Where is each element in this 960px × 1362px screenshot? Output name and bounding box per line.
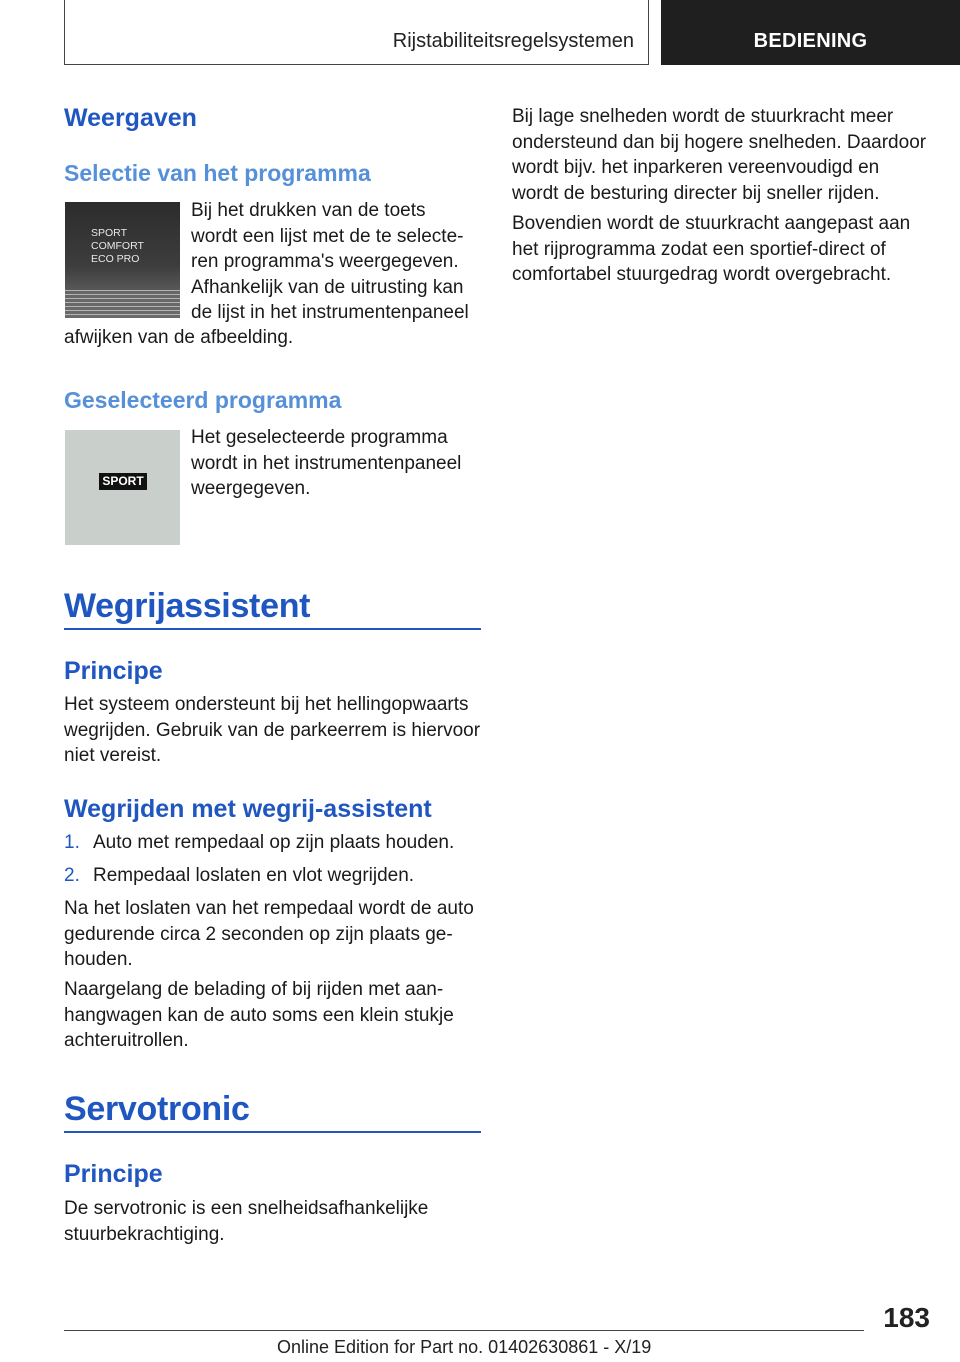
- text-line: wegrijden. Gebruik van de parkeerrem is hiervoor: [64, 719, 481, 741]
- heading-selectie: Selectie van het programma: [64, 160, 371, 186]
- footer-rule: [64, 1330, 864, 1331]
- menu-item-comfort: COMFORT: [91, 240, 144, 252]
- section-title: Rijstabiliteitsregelsystemen: [392, 30, 634, 52]
- servotronic-principe-text: [64, 1196, 484, 1247]
- servotronic-right-para1: [512, 104, 942, 206]
- heading-servotronic-principe: Principe: [64, 1160, 163, 1188]
- text-line: afwijken van de afbeelding.: [64, 327, 294, 348]
- principe-text: [64, 692, 484, 769]
- text-line: ondersteund dan bij hogere snelheden. Daardoor: [512, 131, 927, 153]
- heading-wegrijassistent: Wegrijassistent: [64, 587, 311, 625]
- list-item: [64, 863, 484, 889]
- wegrijden-para1: [64, 896, 484, 973]
- text-line: Afhankelijk van de uitrusting kan: [191, 276, 464, 298]
- text-line: stuurbekrachtiging.: [64, 1223, 225, 1245]
- text-line: comfortabel stuurgedrag wordt overgebracht.: [512, 264, 892, 285]
- steps-list: [64, 830, 484, 895]
- chapter-tab: [661, 0, 960, 65]
- step-text: Rempedaal loslaten en vlot wegrijden.: [93, 864, 415, 886]
- footer-edition: Online Edition for Part no. 01402630861 - X/19: [277, 1337, 652, 1357]
- heading-wegrijden: Wegrijden met wegrij-assistent: [64, 795, 432, 823]
- text-line: Bij het drukken van de toets: [191, 200, 426, 221]
- text-line: wordt bijv. het inparkeren vereenvoudigd en: [512, 157, 880, 178]
- step-number: 2.: [64, 864, 80, 886]
- servotronic-right-para2: [512, 211, 942, 288]
- text-line: houden.: [64, 949, 133, 970]
- heading-geselecteerd: Geselecteerd programma: [64, 387, 342, 413]
- heading-principe: Principe: [64, 657, 163, 685]
- text-line: Bovendien wordt de stuurkracht aangepast aan: [512, 213, 911, 234]
- geselecteerd-text: [191, 425, 481, 502]
- text-line: weergegeven.: [191, 478, 311, 499]
- text-line: de lijst in het instrumentenpaneel: [191, 302, 469, 323]
- text-line: het rijprogramma zodat een sportief-direct of: [512, 238, 886, 260]
- step-text: Auto met rempedaal op zijn plaats houden.: [93, 832, 455, 853]
- program-menu: [91, 227, 144, 266]
- text-line: wordt een lijst met de te selecte-: [191, 225, 464, 247]
- page-number: 183: [883, 1302, 930, 1333]
- text-line: Bij lage snelheden wordt de stuurkracht meer: [512, 106, 894, 127]
- wegrijden-para2: [64, 977, 484, 1054]
- menu-item-sport: SPORT: [91, 227, 127, 239]
- chapter-title: BEDIENING: [753, 30, 868, 52]
- menu-item-eco-pro: ECO PRO: [91, 253, 140, 265]
- step-number: 1.: [64, 832, 80, 853]
- text-line: wordt in het instrumentenpaneel: [191, 452, 462, 474]
- text-line: De servotronic is een snelheidsafhankelijke: [64, 1198, 429, 1219]
- heading-weergaven: Weergaven: [64, 104, 197, 132]
- text-line: hangwagen kan de auto soms een klein stukje: [64, 1004, 454, 1026]
- text-line: achteruitrollen.: [64, 1030, 189, 1051]
- section-rule: [64, 628, 481, 630]
- text-line: Het geselecteerde programma: [191, 427, 448, 448]
- section-rule: [64, 1131, 481, 1133]
- text-line: wordt de besturing directer bij sneller rijden.: [512, 182, 880, 204]
- text-line: Het systeem ondersteunt bij het hellingopwaarts: [64, 694, 469, 715]
- text-line: ren programma's weergegeven.: [191, 251, 459, 272]
- text-line: gedurende circa 2 seconden op zijn plaats ge-: [64, 923, 453, 945]
- list-item: [64, 830, 484, 856]
- sport-badge: SPORT: [99, 473, 147, 490]
- heading-servotronic: Servotronic: [64, 1090, 250, 1128]
- text-line: Naargelang de belading of bij rijden met aan-: [64, 979, 444, 1000]
- selectie-text: [191, 198, 481, 326]
- text-line: Na het loslaten van het rempedaal wordt de auto: [64, 898, 474, 919]
- text-line: niet vereist.: [64, 745, 162, 766]
- image-stripes: [65, 290, 180, 318]
- header-section-box: [64, 0, 649, 65]
- program-list-image: [65, 202, 180, 318]
- selected-program-image: [65, 430, 180, 545]
